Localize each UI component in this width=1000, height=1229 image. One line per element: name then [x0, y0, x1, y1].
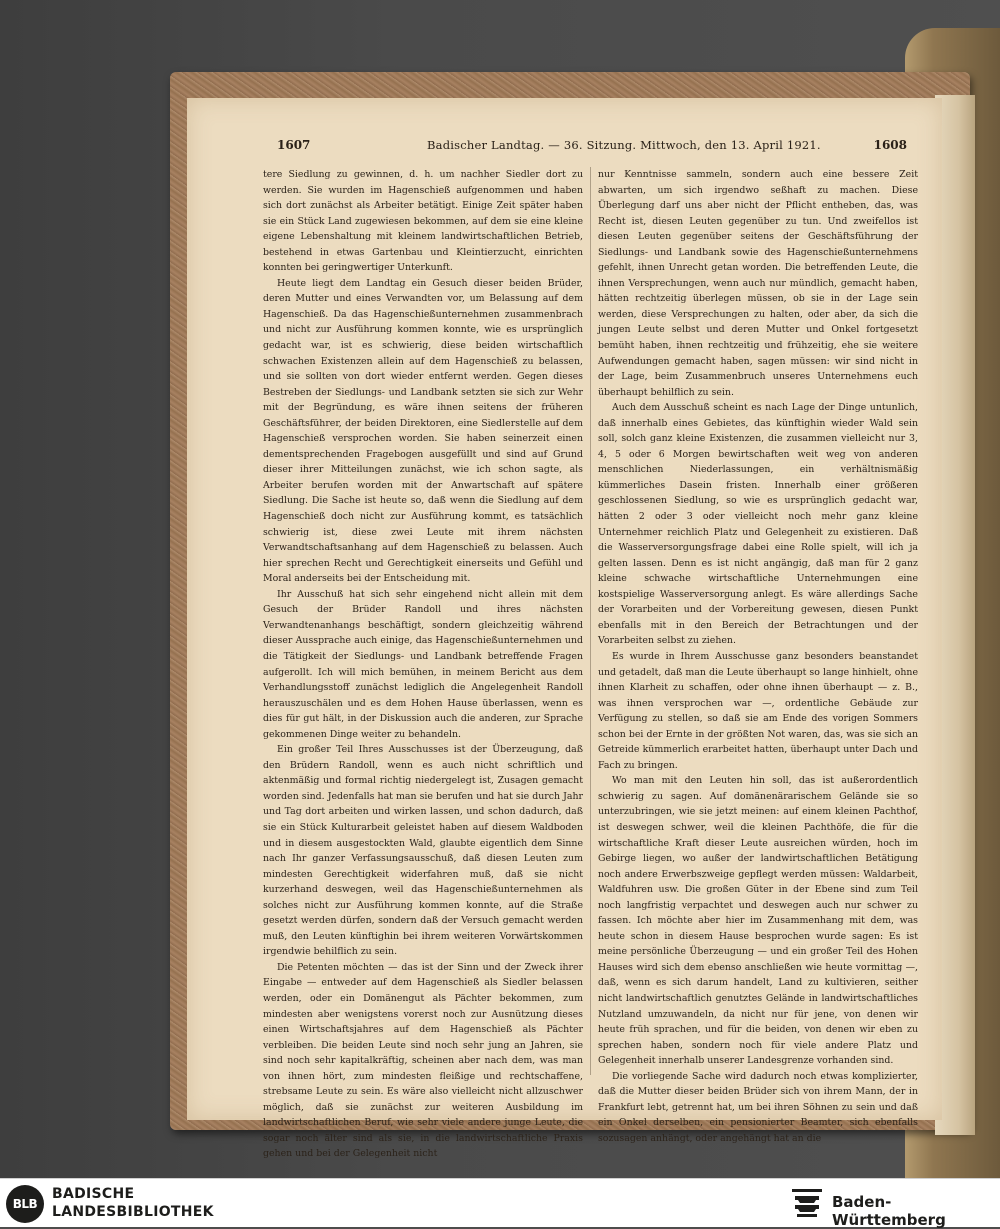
header-title: Badischer Landtag. — 36. Sitzung. Mittwoch, den 13. April 1921. — [427, 138, 821, 152]
page-number-right: 1608 — [873, 138, 907, 152]
paragraph: Ein großer Teil Ihres Ausschusses ist der Überzeugung, daß den Brüdern Randoll, wenn es auch nicht schriftlich und aktenmäßig und formal richtig niedergelegt ist, Zusagen gemacht worden sind. Jedenfalls hat man sie berufen und hat sie durch Jahr und Tag dort arbeiten und wirken lassen, und schon dadurch, daß sie ein Stück Kulturarbeit geleistet haben auf diesem Waldboden und in diesem ausgestockten Wald, glaubte eigentlich dem Sinne nach Ihr ganzer Verfassungsausschuß, daß diesen Leuten zum mindesten Gerechtigkeit widerfahren muß, daß sie nicht kurzerhand deswegen, weil das Hagenschießunternehmen als solches nicht zur Ausführung kommen konnte, auf die Straße gesetzt werden dürfen, sondern daß der Versuch gemacht werden muß, den Leuten künftighin bei ihrem weiteren Vorwärtskommen irgendwie behilflich zu sein. — [263, 744, 583, 958]
paragraph: nur Kenntnisse sammeln, sondern auch eine bessere Zeit abwarten, um sich irgendwo seßhaft zu machen. Diese Überlegung darf uns aber nicht der Pflicht entheben, das, was Recht ist, diesen Leuten gegenüber zu tun. Und zweifellos ist diesen Leuten gegenüber seitens der Geschäftsführung der Siedlungs- und Landbank sowie des Hagenschießunternehmens gefehlt, ihnen Unrecht getan worden. Die betreffenden Leute, die ihnen Versprechungen, wenn auch nur mündlich, gemacht haben, hätten rechtzeitig überlegen müssen, ob sie in der Lage sein werden, diese Versprechungen zu halten, oder aber, da sich die jungen Leute selbst und deren Mutter und Onkel fortgesetzt bemüht haben, ihnen rechtzeitig und frühzeitig, ehe sie weitere Aufwendungen gemacht haben, sagen müssen: wir sind nicht in der Lage, beim Zusammenbruch unseres Unternehmens euch überhaupt behilflich zu sein. — [598, 169, 918, 398]
paragraph: Es wurde in Ihrem Ausschusse ganz besonders beanstandet und getadelt, daß man die Leute überhaupt so lange hinhielt, ohne ihnen Klarheit zu schaffen, oder ohne ihnen überhaupt — z. B., was ihnen versprochen war —, ordentliche Gebäude zur Verfügung zu stellen, so daß sie am Ende des vorigen Sommers schon bei der Ernte in der größten Not waren, das, was sie sich an Getreide kümmerlich erarbeitet hatten, überhaupt unter Dach und Fach zu bringen. — [598, 650, 918, 771]
blb-logo[interactable]: BLB — [6, 1185, 44, 1223]
column-divider — [590, 167, 591, 1075]
coat-of-arms-lions-icon — [790, 1187, 824, 1219]
baden-wuerttemberg-label[interactable]: Baden-Württemberg — [832, 1193, 946, 1229]
document-page — [187, 98, 942, 1160]
left-text-column — [263, 167, 583, 1162]
paragraph: Die vorliegende Sache wird dadurch noch etwas komplizierter, daß die Mutter dieser beiden Brüder sich von ihrem Mann, der in Frankfurt lebt, getrennt hat, um bei ihren Söhnen zu sein und daß ein Onkel derselben, ein pensionierter Beamter, sich ebenfalls sozusagen anhängt, oder angehängt hat an die — [598, 1070, 918, 1144]
right-text-column — [598, 167, 918, 1146]
paragraph: Die Petenten möchten — das ist der Sinn und der Zweck ihrer Eingabe — entweder auf dem Hagenschieß als Siedler belassen werden, oder ein Domänengut als Pächter bekommen, zum mindesten aber wenigstens vorerst noch zur Ausnützung dieses einen Wirtschaftsjahres auf dem Hagenschieß als Pächter verbleiben. Die beiden Leute sind noch sehr jung an Jahren, sie sind noch sehr kapitalkräftig, scheinen aber nach dem, was man von ihnen hört, zum mindesten fleißige und rechtschaffene, strebsame Leute zu sein. Es wäre also vielleicht nicht allzuschwer möglich, daß sie zunächst zur weiteren Ausbildung im landwirtschaftlichen Beruf, wie sehr viele andere junge Leute, die sogar noch älter sind als sie, in die landwirtschaftliche Praxis gehen und bei der Gelegenheit nicht — [263, 961, 583, 1160]
blb-name-line1: BADISCHE — [52, 1186, 135, 1202]
viewer-footer-bar — [0, 1178, 1000, 1227]
blb-name[interactable] — [52, 1185, 214, 1221]
paragraph: Auch dem Ausschuß scheint es nach Lage der Dinge untunlich, daß innerhalb eines Gebietes, das künftighin wieder Wald sein soll, solch ganz kleine Existenzen, die zusammen vielleicht nur 3, 4, 5 oder 6 Morgen bewirtschaften weit weg von anderen menschlichen Niederlassungen, ein verhältnismäßig kümmerliches Dasein fristen. Innerhalb einer größeren geschlossenen Siedlung, so wie es ursprünglich gedacht war, hätten 2 oder 3 oder vielleicht noch mehr ganz kleine Unternehmer reichlich Platz und Gelegenheit zu existieren. Daß die Wasserversorgungsfrage dabei eine Rolle spielt, will ich ja gelten lassen. Denn es ist nicht angängig, daß man für 2 ganz kleine schwache wirtschaftliche Unternehmungen eine kostspielige Wasserversorgung anlegt. Es wäre allerdings Sache der Vorarbeiten und der Vorbereitung gewesen, diesen Punkt ebenfalls mit in den Bereich der Betrachtungen und der Vorarbeiten selbst zu ziehen. — [598, 402, 918, 647]
blb-name-line2: LANDESBIBLIOTHEK — [52, 1204, 214, 1220]
running-header — [277, 138, 907, 156]
paragraph: tere Siedlung zu gewinnen, d. h. um nachher Siedler dort zu werden. Sie wurden im Hagenschieß aufgenommen und haben sich dort zunächst als Arbeiter betätigt. Einige Zeit später haben sie ein Stück Land zugewiesen bekommen, auf dem sie eine kleine eigene Lebenshaltung mit kleinem landwirtschaftlichen Betrieb, bestehend in etwas Gartenbau und Kleintierzucht, einrichten konnten bei geringwertiger Unterkunft. — [263, 169, 583, 274]
paragraph: Heute liegt dem Landtag ein Gesuch dieser beiden Brüder, deren Mutter und eines Verwandten vor, um Belassung auf dem Hagenschieß. Da das Hagenschießunternehmen zusammenbrach und nicht zur Ausführung kommen konnte, wie es ursprünglich gedacht war, ist es schwierig, diese beiden wirtschaftlich schwachen Existenzen allein auf dem Hagenschieß zu belassen, und sie sollten von dort wieder entfernt werden. Gegen dieses Bestreben der Siedlungs- und Landbank setzten sie sich zur Wehr mit der Begründung, es wäre ihnen seitens der früheren Geschäftsführer, der beiden Direktoren, eine Siedlerstelle auf dem Hagenschieß versprochen worden. Sie haben seinerzeit einen dementsprechenden Fragebogen ausgefüllt und sind auf Grund dieser ihrer Mitteilungen zunächst, wie ich schon sagte, als Arbeiter berufen worden mit der Anwartschaft auf spätere Siedlung. Die Sache ist heute so, daß wenn die Siedlung auf dem Hagenschieß doch nicht zur Ausführung kommt, es tatsächlich schwierig ist, diese zwei Leute mit ihrem nächsten Verwandtschaftsanhang auf dem Hagenschieß zu belassen. Auch hier sprechen Recht und Gerechtigkeit einerseits und Gefühl und Moral anderseits bei der Entscheidung mit. — [263, 277, 583, 585]
page-number-left: 1607 — [277, 138, 311, 152]
paragraph: Wo man mit den Leuten hin soll, das ist außerordentlich schwierig zu sagen. Auf domänenärarischem Gelände sie so unterzubringen, wie sie jetzt meinen: auf einem kleinen Pachthof, ist deswegen schwer, weil die kleinen Pachthöfe, die für die wirtschaftliche Kraft dieser Leute ausreichen würden, hoch im Gebirge liegen, wo außer der landwirtschaftlichen Betätigung noch andere Erwerbszweige gepflegt werden müssen: Waldarbeit, Waldfuhren usw. Die großen Güter in der Ebene sind zum Teil noch langfristig verpachtet und deswegen auch nur schwer zu fassen. Ich möchte aber hier im Zusammenhang mit dem, was heute schon in diesem Hause besprochen wurde sagen: Es ist meine persönliche Überzeugung — und ein großer Teil des Hohen Hauses wird sich dem ebenso anschließen wie heute vormittag —, daß, wenn es sich darum handelt, Land zu kultivieren, seither nicht landwirtschaftlich genutztes Gelände in landwirtschaftliches Nutzland umzuwandeln, da nicht nur für jene, von denen wir heute früh sprachen, und für die beiden, von denen wir eben zu sprechen haben, sondern noch für viele andere Platz und Gelegenheit innerhalb unserer Landesgrenze vorhanden sind. — [598, 775, 918, 1067]
paragraph: Ihr Ausschuß hat sich sehr eingehend nicht allein mit dem Gesuch der Brüder Randoll und ihres nächsten Verwandtenanhangs beschäftigt, sondern gleichzeitig während dieser Aussprache auch einige, das Hagenschießunternehmen und die Tätigkeit der Siedlungs- und Landbank betreffende Fragen aufgerollt. Ich will mich bemühen, in meinem Bericht aus dem Verhandlungsstoff zunächst lediglich die Angelegenheit Randoll herauszuschälen und es dem Hohen Hause überlassen, wenn es dies für gut hält, in der Diskussion auch die anderen, zur Sprache gekommenen Dinge weiter zu behandeln. — [263, 588, 583, 740]
